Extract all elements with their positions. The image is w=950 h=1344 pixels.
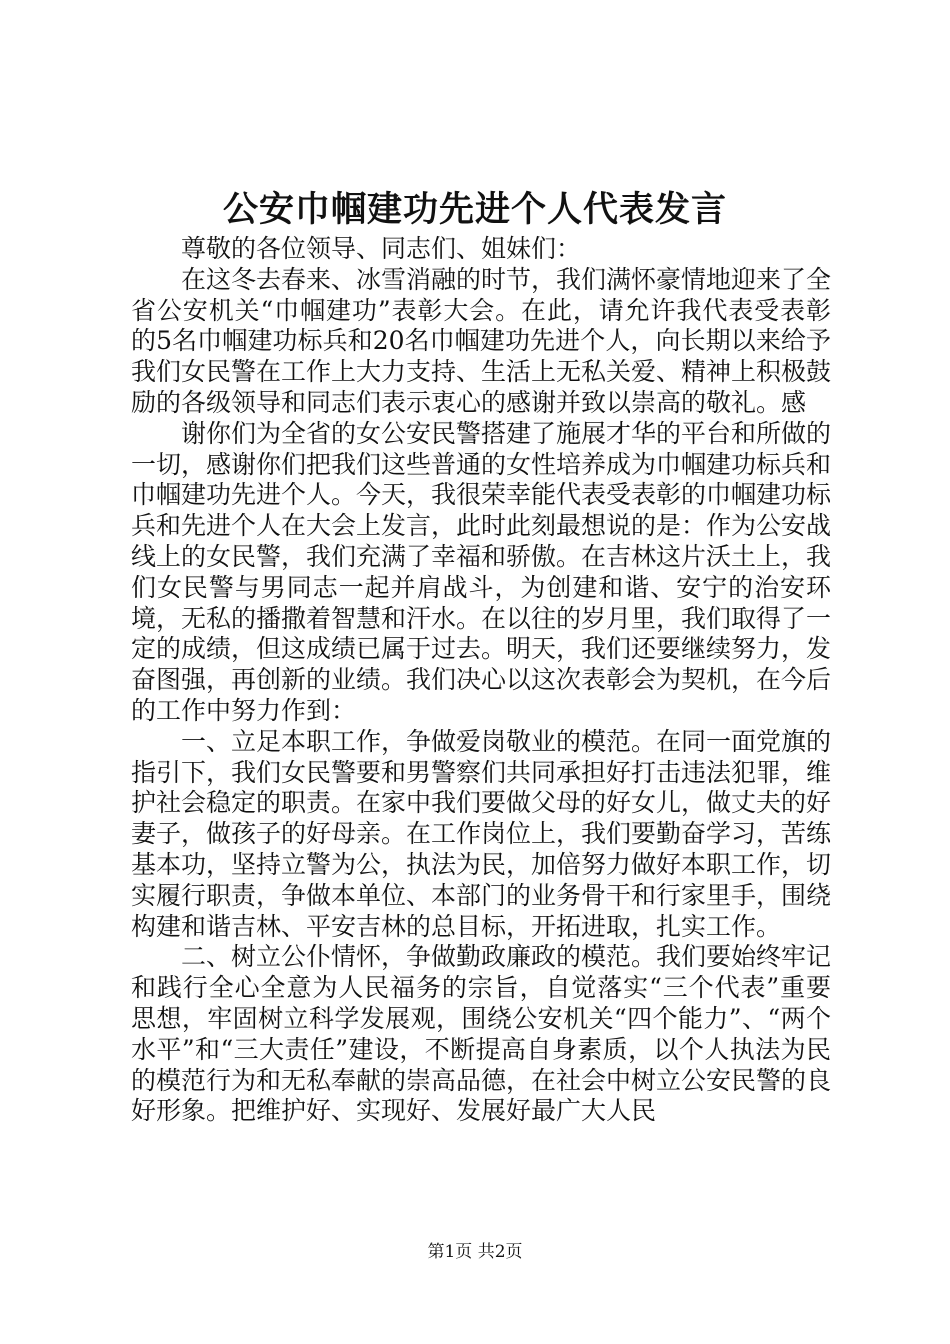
thanks-paragraph: 谢你们为全省的女公安民警搭建了施展才华的平台和所做的一切，感谢你们把我们这些普通的女性培养成为巾帼建功标兵和巾帼建功先进个人。今天，我很荣幸能代表受表彰的巾帼建功标兵和先进个人在大会上发言，此时此刻最想说的是：作为公安战线上的女民警，我们充满了幸福和骄傲。在吉林这片沃土上，我们女民警与男同志一起并肩战斗，为创建和谐、安宁的治安环境，无私的播撒着智慧和汗水。在以往的岁月里，我们取得了一定的成绩，但这成绩已属于过去。明天，我们还要继续努力，发奋图强，再创新的业绩。我们决心以这次表彰会为契机，在今后的工作中努力作到： [131,418,832,725]
document-title: 公安巾帼建功先进个人代表发言 [222,189,727,230]
point-one-paragraph: 一、立足本职工作，争做爱岗敬业的模范。在同一面党旗的指引下，我们女民警要和男警察们共同承担好打击违法犯罪，维护社会稳定的职责。在家中我们要做父母的好女儿，做丈夫的好妻子，做孩子的好母亲。在工作岗位上，我们要勤奋学习，苦练基本功，坚持立警为公，执法为民，加倍努力做好本职工作，切实履行职责，争做本单位、本部门的业务骨干和行家里手，围绕构建和谐吉林、平安吉林的总目标，开拓进取，扎实工作。 [131,726,832,941]
point-two-paragraph: 二、树立公仆情怀，争做勤政廉政的模范。我们要始终牢记和践行全心全意为人民福务的宗旨，自觉落实“三个代表”重要思想，牢固树立科学发展观，围绕公安机关“四个能力”、“两个水平”和“三大责任”建设，不断提高自身素质，以个人执法为民的模范行为和无私奉献的崇高品德，在社会中树立公安民警的良好形象。把维护好、实现好、发展好最广大人民 [131,942,832,1126]
salutation-paragraph: 尊敬的各位领导、同志们、姐妹们： [181,234,582,263]
page-number-footer: 第1页 共2页 [427,1242,523,1262]
document-body [131,234,831,1127]
opening-paragraph: 在这冬去春来、冰雪消融的时节，我们满怀豪情地迎来了全省公安机关“巾帼建功”表彰大会。在此，请允许我代表受表彰的5名巾帼建功标兵和20名巾帼建功先进个人，向长期以来给予我们女民警在工作上大力支持、生活上无私关爱、精神上积极鼓励的各级领导和同志们表示衷心的感谢并致以崇高的敬礼。感 [131,264,832,417]
